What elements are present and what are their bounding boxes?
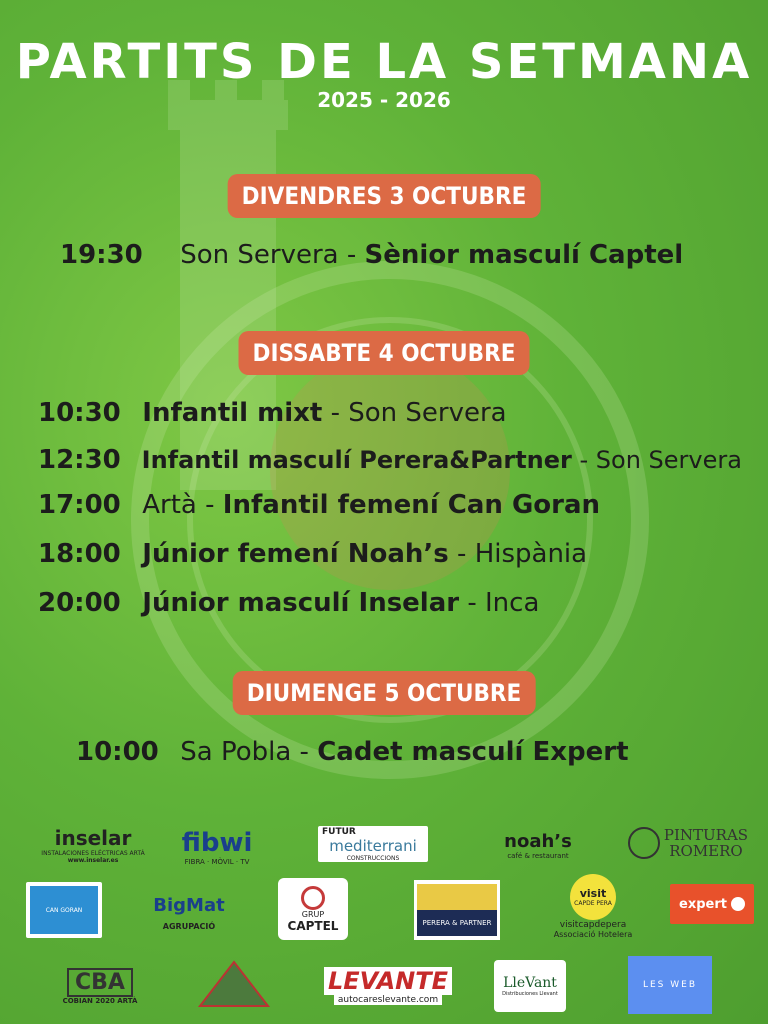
match-team-opponent: - Inca	[459, 588, 540, 618]
sponsor-pintures-romero-logo: PINTURAS ROMERO	[626, 824, 750, 862]
match-team-club: Cadet masculí Expert	[317, 737, 629, 767]
sponsor-grup-captel-logo: GRUP CAPTEL	[278, 878, 348, 940]
sponsors-area	[0, 810, 768, 1024]
perera-image	[417, 884, 497, 910]
sponsor-levante-logo: LEVANTE autocareslevante.com	[320, 964, 456, 1008]
match-time: 12:30	[38, 445, 121, 475]
day-badge-sunday: DIUMENGE 5 OCTUBRE	[233, 671, 536, 715]
match-team-opponent: - Son Servera	[322, 398, 507, 428]
match-time: 10:30	[38, 398, 121, 428]
sponsor-les-web-logo: LES WEB	[628, 956, 712, 1014]
sponsor-visit-capdepera-logo: visit CAPDE PERA visitcapdepera Associació Hotelera	[546, 866, 640, 946]
sponsor-mountain-logo	[192, 956, 276, 1012]
match-team-club: Sènior masculí Captel	[364, 240, 684, 270]
sponsor-bigmat-logo: BigMat AGRUPACIÓ	[153, 895, 225, 931]
sponsor-expert-logo: expert	[670, 884, 754, 924]
match-row	[38, 445, 742, 475]
match-team-club: Infantil mixt	[142, 398, 323, 428]
page-title: PARTITS DE LA SETMANA	[15, 34, 753, 90]
match-time: 17:00	[38, 490, 121, 520]
sponsor-can-goran-logo: CAN GORAN	[26, 882, 102, 938]
match-team-home: Artà -	[142, 490, 223, 520]
match-team-opponent: - Hispània	[448, 539, 588, 569]
match-team-home: Son Servera -	[180, 240, 365, 270]
match-team-club: Infantil masculí Perera&Partner	[141, 446, 572, 474]
match-team-club: Júnior femení Noah’s	[142, 539, 449, 569]
match-time: 18:00	[38, 539, 121, 569]
match-row	[76, 737, 629, 767]
expert-icon	[731, 897, 745, 911]
match-time: 19:30	[60, 240, 143, 270]
match-row	[38, 539, 587, 569]
match-time: 10:00	[76, 737, 159, 767]
sponsor-inselar-logo: inselar INSTALACIONES ELÉCTRICAS ARTÁ www.inselar.es	[41, 826, 145, 864]
sponsor-cba-logo: CBA COBIAN 2020 ARTÀ	[62, 969, 138, 1005]
match-row	[38, 490, 600, 520]
paint-roller-icon	[628, 827, 660, 859]
mountain-icon	[196, 958, 272, 1010]
sponsor-llevant-logo: LleVant Distribuciones Llevant	[494, 960, 566, 1012]
match-team-home: Sa Pobla -	[180, 737, 318, 767]
sponsor-noahs-logo: noah’s café & restaurant	[504, 830, 572, 860]
day-badge-friday: DIVENDRES 3 OCTUBRE	[228, 174, 541, 218]
sponsor-perera-partner-logo: PERERA & PARTNER	[414, 880, 500, 940]
match-row	[38, 398, 507, 428]
day-badge-saturday: DISSABTE 4 OCTUBRE	[239, 331, 530, 375]
sponsor-fibwi-logo: fibwi FIBRA · MÒVIL · TV	[181, 828, 253, 866]
match-time: 20:00	[38, 588, 121, 618]
match-team-club: Júnior masculí Inselar	[142, 588, 460, 618]
season-label: 2025 - 2026	[317, 88, 451, 112]
match-team-club: Infantil femení Can Goran	[222, 490, 601, 520]
match-team-opponent: - Son Servera	[571, 446, 742, 474]
match-row	[38, 588, 539, 618]
captel-icon	[301, 886, 325, 910]
sponsor-futur-mediterrani-logo: FUTUR mediterrani CONSTRUCCIONS	[318, 826, 428, 862]
match-row	[60, 240, 683, 270]
